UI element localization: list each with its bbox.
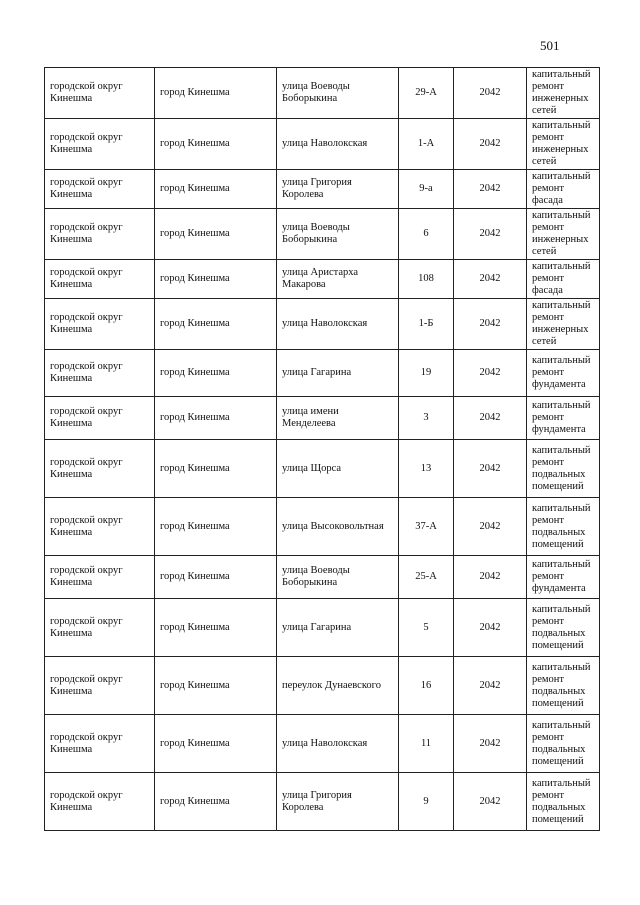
table-row [45,498,600,556]
work-type-cell: капитальный ремонт фундамента [527,350,600,397]
house-number-cell: 1-Б [399,299,454,350]
table-row [45,556,600,599]
street-cell: улица Григория Королева [277,170,399,209]
house-number-cell: 11 [399,715,454,773]
year-cell: 2042 [454,350,527,397]
street-cell: улица Григория Королева [277,773,399,831]
house-number-cell: 3 [399,397,454,440]
year-cell: 2042 [454,599,527,657]
house-number-cell: 1-А [399,119,454,170]
year-cell: 2042 [454,170,527,209]
district-cell: городской округ Кинешма [45,260,155,299]
city-cell: город Кинешма [155,299,277,350]
table-row [45,68,600,119]
year-cell: 2042 [454,397,527,440]
district-cell: городской округ Кинешма [45,715,155,773]
district-cell: городской округ Кинешма [45,657,155,715]
house-number-cell: 25-А [399,556,454,599]
house-number-cell: 19 [399,350,454,397]
work-type-cell: капитальный ремонт подвальных помещений [527,773,600,831]
year-cell: 2042 [454,657,527,715]
district-cell: городской округ Кинешма [45,350,155,397]
house-number-cell: 16 [399,657,454,715]
table-row [45,119,600,170]
year-cell: 2042 [454,440,527,498]
house-number-cell: 37-А [399,498,454,556]
city-cell: город Кинешма [155,68,277,119]
table-row [45,715,600,773]
street-cell: улица Гагарина [277,599,399,657]
work-type-cell: капитальный ремонт инженерных сетей [527,299,600,350]
street-cell: улица Высоковольтная [277,498,399,556]
table-row [45,773,600,831]
house-number-cell: 5 [399,599,454,657]
city-cell: город Кинешма [155,498,277,556]
work-type-cell: капитальный ремонт инженерных сетей [527,68,600,119]
registry-table-body [45,68,600,831]
street-cell: улица Наволокская [277,299,399,350]
year-cell: 2042 [454,209,527,260]
street-cell: улица Воеводы Боборыкина [277,556,399,599]
work-type-cell: капитальный ремонт инженерных сетей [527,209,600,260]
work-type-cell: капитальный ремонт подвальных помещений [527,498,600,556]
house-number-cell: 9-а [399,170,454,209]
work-type-cell: капитальный ремонт подвальных помещений [527,657,600,715]
city-cell: город Кинешма [155,209,277,260]
city-cell: город Кинешма [155,397,277,440]
work-type-cell: капитальный ремонт инженерных сетей [527,119,600,170]
city-cell: город Кинешма [155,119,277,170]
city-cell: город Кинешма [155,599,277,657]
table-row [45,260,600,299]
district-cell: городской округ Кинешма [45,209,155,260]
house-number-cell: 13 [399,440,454,498]
house-number-cell: 29-А [399,68,454,119]
street-cell: улица Щорса [277,440,399,498]
table-row [45,209,600,260]
district-cell: городской округ Кинешма [45,440,155,498]
city-cell: город Кинешма [155,715,277,773]
work-type-cell: капитальный ремонт фасада [527,260,600,299]
year-cell: 2042 [454,68,527,119]
district-cell: городской округ Кинешма [45,119,155,170]
city-cell: город Кинешма [155,350,277,397]
city-cell: город Кинешма [155,657,277,715]
year-cell: 2042 [454,556,527,599]
district-cell: городской округ Кинешма [45,556,155,599]
street-cell: улица Воеводы Боборыкина [277,68,399,119]
house-number-cell: 6 [399,209,454,260]
year-cell: 2042 [454,119,527,170]
year-cell: 2042 [454,498,527,556]
work-type-cell: капитальный ремонт фасада [527,170,600,209]
work-type-cell: капитальный ремонт подвальных помещений [527,440,600,498]
table-row [45,599,600,657]
table-row [45,299,600,350]
district-cell: городской округ Кинешма [45,397,155,440]
district-cell: городской округ Кинешма [45,498,155,556]
district-cell: городской округ Кинешма [45,68,155,119]
table-row [45,440,600,498]
city-cell: город Кинешма [155,556,277,599]
street-cell: улица Гагарина [277,350,399,397]
city-cell: город Кинешма [155,773,277,831]
house-number-cell: 108 [399,260,454,299]
table-row [45,350,600,397]
street-cell: улица Наволокская [277,715,399,773]
district-cell: городской округ Кинешма [45,773,155,831]
street-cell: переулок Дунаевского [277,657,399,715]
work-type-cell: капитальный ремонт фундамента [527,397,600,440]
street-cell: улица Воеводы Боборыкина [277,209,399,260]
table-row [45,397,600,440]
work-type-cell: капитальный ремонт подвальных помещений [527,599,600,657]
page-number: 501 [540,38,560,53]
district-cell: городской округ Кинешма [45,599,155,657]
year-cell: 2042 [454,260,527,299]
street-cell: улица Аристарха Макарова [277,260,399,299]
work-type-cell: капитальный ремонт фундамента [527,556,600,599]
table-row [45,170,600,209]
table-row [45,657,600,715]
house-number-cell: 9 [399,773,454,831]
district-cell: городской округ Кинешма [45,170,155,209]
city-cell: город Кинешма [155,170,277,209]
city-cell: город Кинешма [155,260,277,299]
district-cell: городской округ Кинешма [45,299,155,350]
year-cell: 2042 [454,715,527,773]
city-cell: город Кинешма [155,440,277,498]
street-cell: улица имени Менделеева [277,397,399,440]
work-type-cell: капитальный ремонт подвальных помещений [527,715,600,773]
year-cell: 2042 [454,299,527,350]
street-cell: улица Наволокская [277,119,399,170]
year-cell: 2042 [454,773,527,831]
registry-table [44,67,600,831]
